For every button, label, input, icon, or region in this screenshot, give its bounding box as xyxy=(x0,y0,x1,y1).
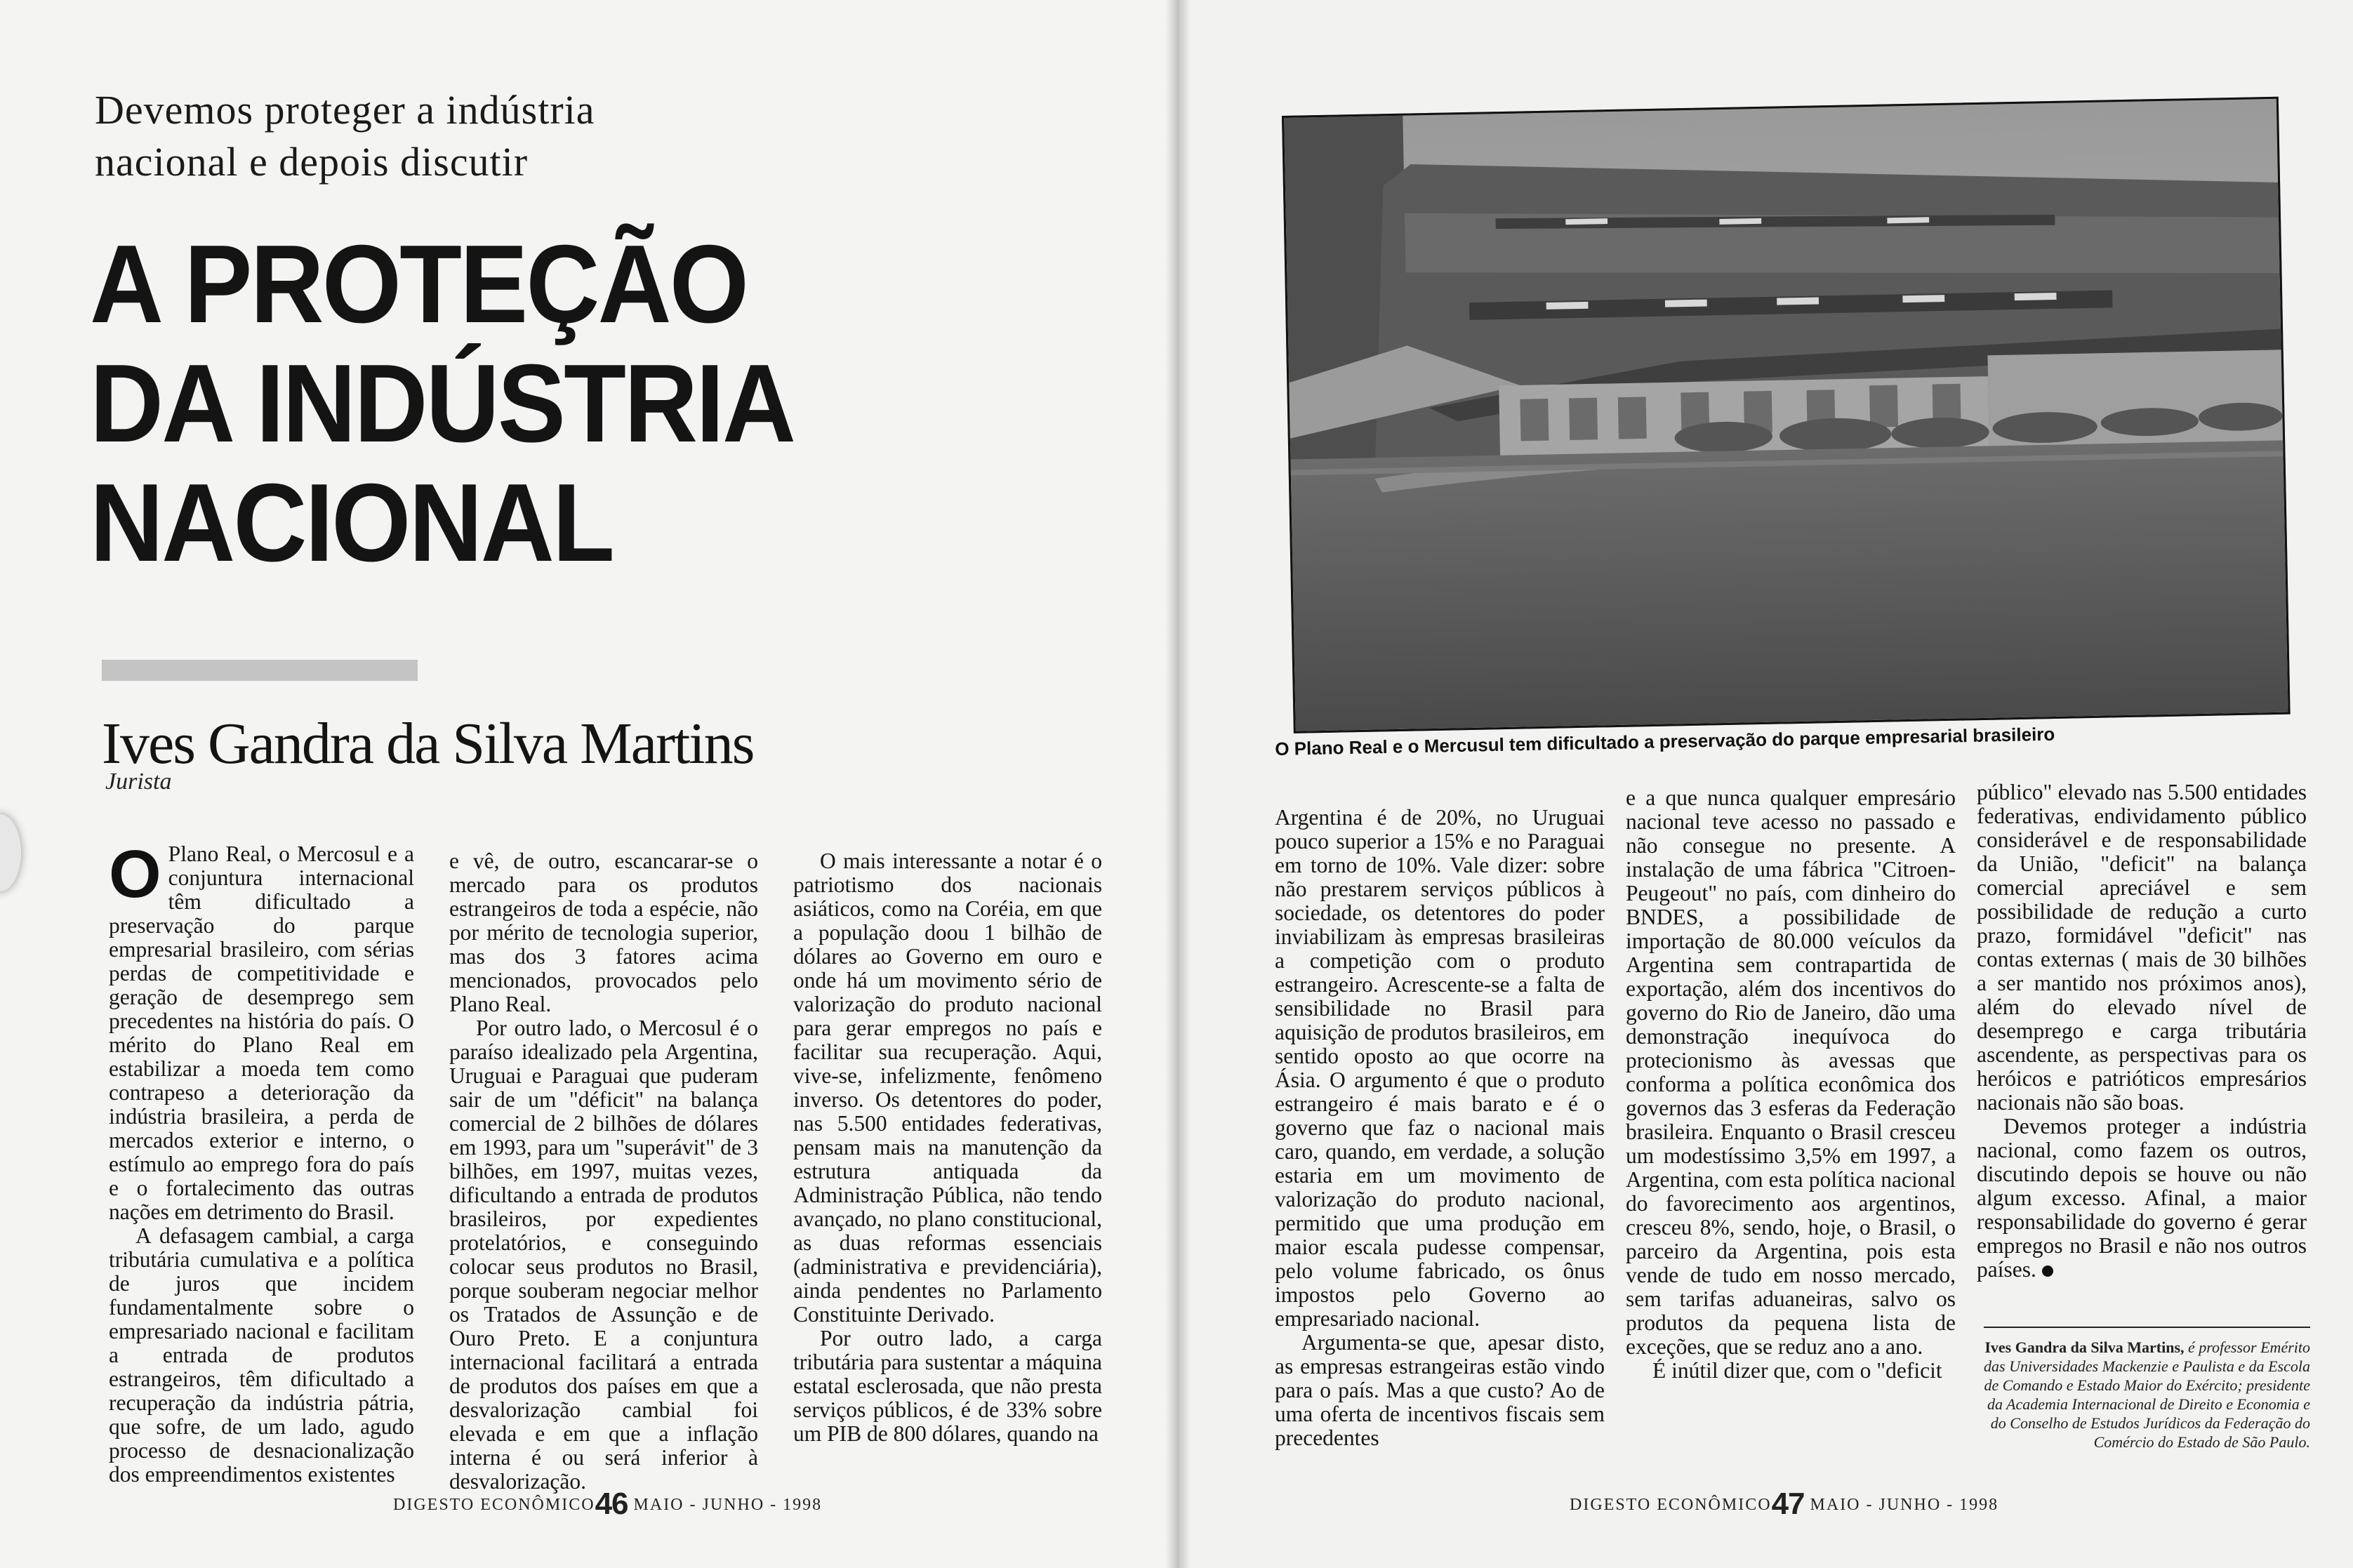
kicker-line-2: nacional e depois discutir xyxy=(95,139,529,185)
text-column-6 xyxy=(1977,780,2307,1282)
decorative-gray-bar xyxy=(102,660,418,681)
bio-name: Ives Gandra da Silva Martins, xyxy=(1984,1338,2185,1356)
article-kicker xyxy=(95,84,797,188)
paragraph: É inútil dizer que, com o "deficit xyxy=(1652,1358,1942,1383)
paragraph: e a que nunca qualquer empresário nacional teve acesso no passado e não consegue no presente. A instalação de uma fábrica "Citroen-Peugeout" no país, com dinheiro do BNDES, a possibilidade de importação de 80.000 veículos da Argentina sem contrapartida de exportação, além dos incentivos do governo do Rio de Janeiro, dão uma demonstração inequívoca do protecionismo às avessas que conforma a política econômica dos governos das 3 esferas da Federação brasileira. Enquanto o Brasil cresceu um modestíssimo 3,5% em 1997, a Argentina, com esta política nacional do favorecimento aos argentinos, cresceu 8%, sendo, hoje, o Brasil, o parceiro da Argentina, pois esta vende de tudo em nosso mercado, sem tarifas aduaneiras, salvo os produtos da pequena lista de exceções, que se reduz ano a ano. xyxy=(1626,785,1956,1359)
factory-photo xyxy=(1282,97,2291,733)
page-footer xyxy=(1570,1487,1999,1522)
end-mark-icon xyxy=(2042,1265,2053,1277)
magazine-name: DIGESTO ECONÔMICO xyxy=(393,1496,595,1514)
book-gutter xyxy=(1165,0,1191,1568)
text-column-2 xyxy=(449,849,758,1494)
right-page xyxy=(1176,0,2353,1568)
paragraph: Por outro lado, o Mercosul é o paraíso idealizado pela Argentina, Uruguai e Paraguai que puderam sair de um "déficit" na balança comercial de 2 bilhões de dólares em 1993, para um "superávit" de 3 bilhões, em 1997, muitas vezes, dificultando a entrada de produtos brasileiros, por expedientes protelatórios, e conseguindo colocar seus produtos no Brasil, porque souberam negociar melhor os Tratados de Assunção e de Ouro Preto. E a conjuntura internacional facilitará a entrada de produtos dos países em que a desvalorização cambial foi elevada e em que a inflação interna é ou será inferior à desvalorização. xyxy=(449,1016,758,1494)
paragraph xyxy=(1977,1115,2307,1282)
headline-line-2: DA INDÚSTRIA xyxy=(90,342,795,465)
page-footer xyxy=(393,1487,822,1522)
factory-photo-icon xyxy=(1284,99,2288,731)
paragraph: e vê, de outro, escancarar-se o mercado para os produtos estrangeiros de toda a espécie, não por mérito de tecnologia superior, mas dos 3 fatores acima mencionados, provocados pelo Plano Real. xyxy=(449,849,758,1016)
paragraph: público" elevado nas 5.500 entidades federativas, endividamento público considerável e de responsabilidade da União, "deficit" na balança comercial apreciável e sem possibilidade de redução a curto prazo, formidável "deficit" nas contas externas ( mais de 30 bilhões a ser mantido nos próximos anos), além do elevado nível de desemprego e carga tributária ascendente, as perspectivas para os heróicos e patrióticos empresários nacionais não são boas. xyxy=(1977,780,2307,1115)
kicker-line-1: Devemos proteger a indústria xyxy=(95,87,595,133)
paragraph-text: Devemos proteger a indústria nacional, como fazem os outros, discutindo depois se houve ou não algum excesso. Afinal, a maior responsabilidade do governo é gerar empregos no Brasil e não nos outros países. xyxy=(1977,1114,2307,1282)
text-column-3 xyxy=(793,849,1102,1446)
headline-line-1: A PROTEÇÃO xyxy=(90,222,748,346)
page-edge-shadow xyxy=(0,814,21,891)
author-name: Ives Gandra da Silva Martins xyxy=(102,711,754,776)
issue-date: MAIO - JUNHO - 1998 xyxy=(1810,1496,1999,1514)
text-column-1 xyxy=(109,837,414,1487)
paragraph: A defasagem cambial, a carga tributária cumulativa e a política de juros que incidem fundamentalmente sobre o empresariado nacional e facilitam a entrada de produtos estrangeiros, têm dificultado a recuperação da indústria pátria, que sofre, de um lado, agudo processo de desnacionalização dos empreendimentos existentes xyxy=(109,1223,414,1487)
page-number: 47 xyxy=(1771,1487,1805,1521)
paragraph xyxy=(109,837,414,1224)
bio-text: é professor Emérito das Universidades Mackenzie e Paulista e da Escola de Comando e Estado Maior do Exército; presidente da Academia Internacional de Direito e Economia e do Conselho de Estudos Jurídicos da Federação do Comércio do Estado de São Paulo. xyxy=(1984,1338,2310,1451)
paragraph: Argumenta-se que, apesar disto, as empresas estrangeiras estão vindo para o país. Mas a que custo? Ao de uma oferta de incentivos fiscais sem precedentes xyxy=(1275,1330,1605,1450)
paragraph: Por outro lado, a carga tributária para sustentar a máquina estatal esclerosada, que não presta serviços públicos, é de 33% sobre um PIB de 800 dólares, quando na xyxy=(793,1326,1102,1446)
text-column-5 xyxy=(1626,786,1956,1383)
paragraph-text: Plano Real, o Mercosul e a conjuntura internacional têm dificultado a preservação do parque empresarial brasileiro, com sérias perdas de competitividade e geração de desemprego sem precedentes na história do país. O mérito do Plano Real em estabilizar a moeda tem como contrapeso a deterioração da indústria brasileira, a perda de mercados exterior e interno, o estímulo ao emprego fora do país e o fortalecimento das outras nações em detrimento do Brasil. xyxy=(109,842,414,1224)
article-headline xyxy=(90,222,834,585)
paragraph: Argentina é de 20%, no Uruguai pouco superior a 15% e no Paraguai em torno de 10%. Vale dizer: sobre não prestarem serviços públicos à sociedade, os detentores do poder inviabilizam às empresas brasileiras a competição com o produto estrangeiro. Acrescente-se a falta de sensibilidade no Brasil para aquisição de produtos brasileiros, em sentido oposto ao que ocorre na Ásia. O argumento é que o produto estrangeiro é mais barato e é o governo que faz o nacional mais caro, quando, em verdade, a solução estaria em um movimento de valorização do produto nacional, permitido que uma produção em maior escala pudesse compensar, pelo volume fabricado, os ônus impostos pelo Governo ao empresariado nacional. xyxy=(1275,805,1605,1331)
magazine-name: DIGESTO ECONÔMICO xyxy=(1570,1496,1772,1514)
paragraph: O mais interessante a notar é o patriotismo dos nacionais asiáticos, como na Coréia, em que a população doou 1 bilhão de dólares ao Governo em ouro e onde há um movimento sério de valorização do produto nacional para gerar empregos no país e facilitar sua recuperação. Aqui, vive-se, infelizmente, fenômeno inverso. Os detentores do poder, nas 5.500 entidades federativas, pensam mais na manutenção da estrutura antiquada da Administração Pública, não tendo avançado, no plano constitucional, as duas reformas essenciais (administrativa e previdenciária), ainda pendentes no Parlamento Constituinte Derivado. xyxy=(793,849,1102,1327)
headline-line-3: NACIONAL xyxy=(90,461,614,585)
left-page xyxy=(0,0,1176,1568)
issue-date: MAIO - JUNHO - 1998 xyxy=(633,1496,823,1514)
page-number: 46 xyxy=(595,1487,628,1521)
author-role: Jurista xyxy=(105,769,172,795)
photo-caption: O Plano Real e o Mercusul tem dificultado a preservação do parque empresarial brasileiro xyxy=(1275,723,2055,759)
drop-cap: O xyxy=(109,837,161,912)
author-bio xyxy=(1984,1327,2310,1451)
text-column-4 xyxy=(1275,806,1605,1450)
